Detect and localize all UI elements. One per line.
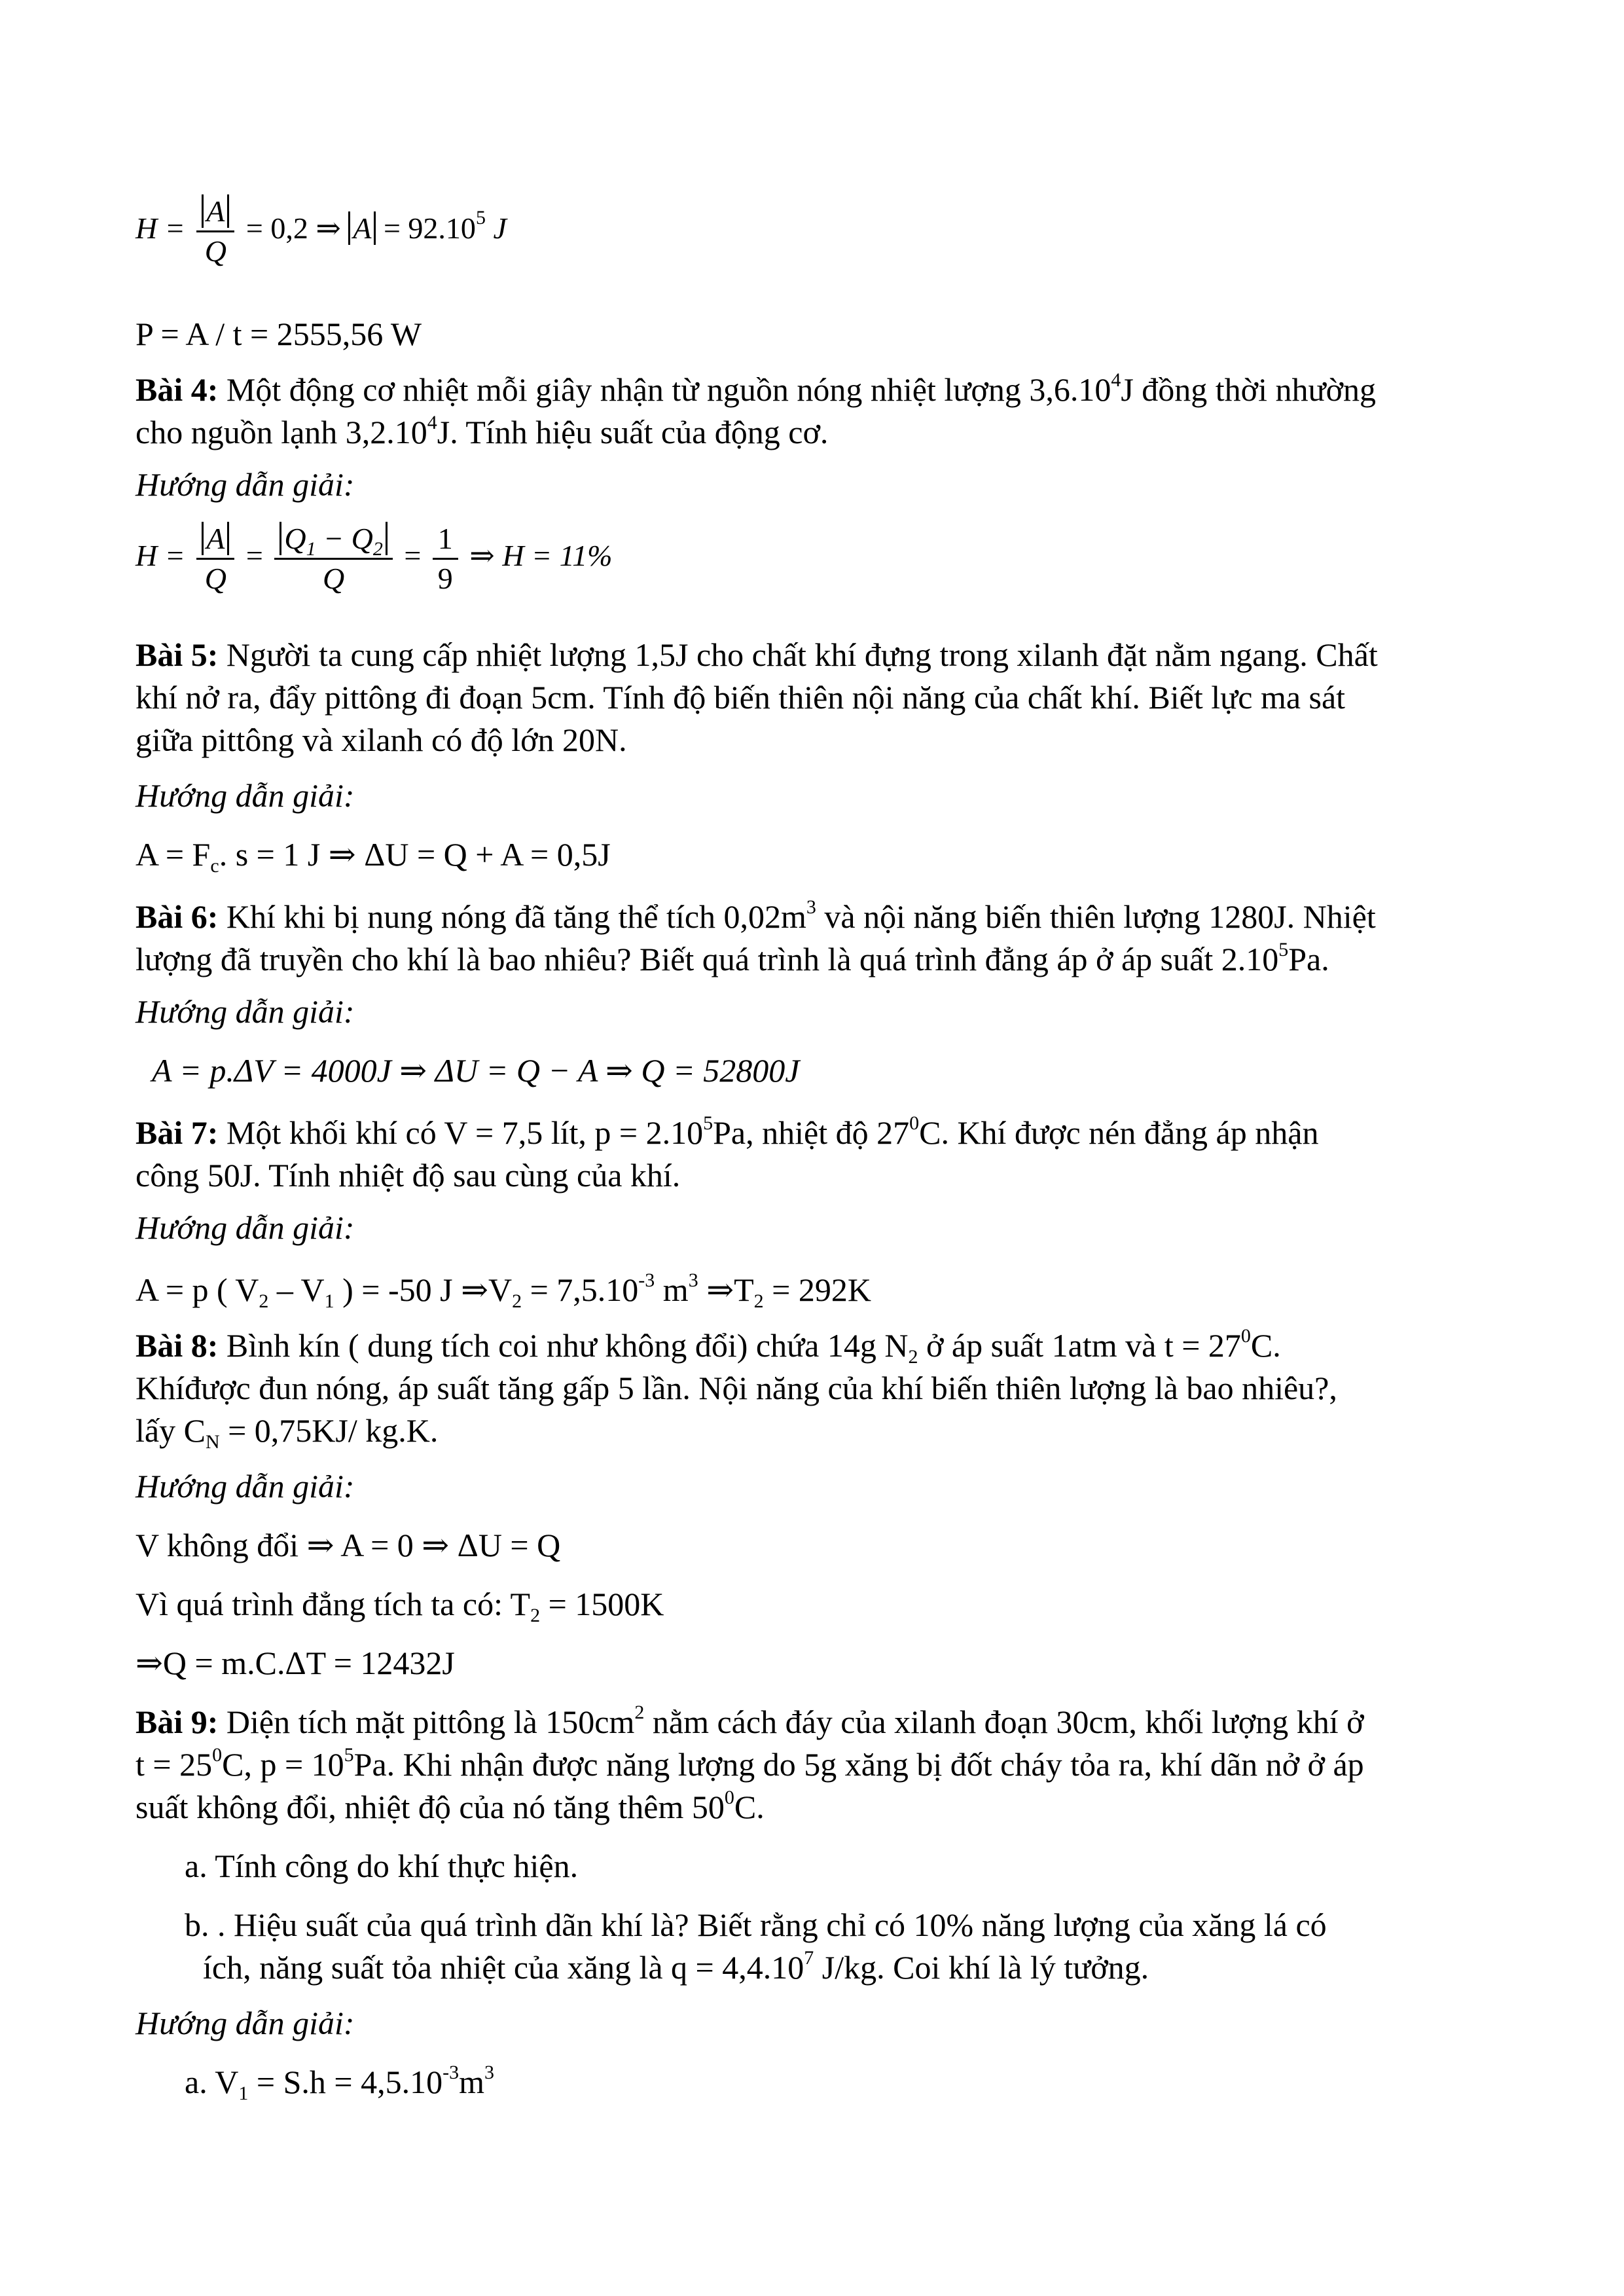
problem-8-line-2: Khíđược đun nóng, áp suất tăng gấp 5 lần. Nội năng của khí biến thiên lượng là bao nhiêu?, <box>135 1370 1337 1406</box>
solution-heading: Hướng dẫn giải: <box>135 1209 355 1246</box>
problem-6-line-1: Bài 6: Khí khi bị nung nóng đã tăng thể tích $0,02m^3$ và nội năng biến thiên lượng 1280J. Nhiệt <box>135 896 1376 935</box>
formula-efficiency-heat: H = $\frac{A}{Q}$ = $\frac{Q_1 - Q_2}{Q}$ = $\frac{1}{9}$ ⇒ H = 11% <box>135 522 613 595</box>
solution-heading: Hướng dẫn giải: <box>135 466 355 503</box>
problem-6-line-2: lượng đã truyền cho khí là bao nhiêu? Biết quá trình là quá trình đẳng áp ở áp suất 2.10$^5$Pa. <box>135 939 1329 977</box>
solution-8-line-3: ⇒Q = m.C.ΔT = 12432J <box>135 1645 455 1681</box>
problem-9-item-b-line-1: b. . Hiệu suất của quá trình dãn khí là? Biết rằng chỉ có 10% năng lượng của xăng lá có <box>185 1906 1327 1943</box>
formula-efficiency-work: H = $\frac{A}{Q}$ = 0,2 ⇒ $A = 92.10^5$ J <box>135 194 507 268</box>
solution-8-line-2: Vì quá trình đẳng tích ta có: $T_2 = 1500K$ <box>135 1586 664 1626</box>
problem-9-item-a: a. Tính công do khí thực hiện. <box>185 1848 579 1884</box>
problem-9-line-1: Bài 9: Diện tích mặt pittông là $150cm^2$ nằm cách đáy của xilanh đoạn 30cm, khối lượng khí ở <box>135 1702 1364 1740</box>
problem-5-line-3: giữa pittông và xilanh có độ lớn 20N. <box>135 721 627 758</box>
solution-6: A = p.ΔV = 4000J ⇒ ΔU = Q − A ⇒ Q = 52800J <box>152 1052 800 1089</box>
problem-5-line-2: khí nở ra, đẩy pittông đi đoạn 5cm. Tính độ biến thiên nội năng của chất khí. Biết lực ma sát <box>135 679 1346 716</box>
fraction: $\frac{1}{9}$ <box>433 524 458 594</box>
problem-9-item-b-line-2: ích, năng suất tỏa nhiệt của xăng là $q = 4,4.10^7$ J/kg. Coi khí là lý tưởng. <box>203 1947 1149 1986</box>
problem-7-line-2: công 50J. Tính nhiệt độ sau cùng của khí. <box>135 1157 681 1194</box>
fraction: $\frac{A}{Q}$ <box>196 196 234 266</box>
problem-4-line-2: cho nguồn lạnh 3,2.10$^4$J. Tính hiệu suất của động cơ. <box>135 412 829 450</box>
solution-heading: Hướng dẫn giải: <box>135 2005 355 2041</box>
power-result: P = A / t = 2555,56 W <box>135 316 422 352</box>
solution-7: A = p ( $V_2 - V_1$ ) = -50 J $\Rightarrow V_2 = 7,5.10^{-3}$ $m^3$ $\Rightarrow T_2 = 292K$ <box>135 1269 871 1312</box>
solution-8-line-1: V không đổi ⇒ A = 0 ⇒ ΔU = Q <box>135 1527 561 1563</box>
problem-4-line-1: Bài 4: Một động cơ nhiệt mỗi giây nhận từ nguồn nóng nhiệt lượng 3,6.10$^4$J đồng thời nhường <box>135 369 1377 408</box>
fraction: $\frac{A}{Q}$ <box>196 524 234 594</box>
problem-8-line-3: lấy $C_N = 0,75KJ/$ kg.K. <box>135 1412 439 1453</box>
fraction: $\frac{Q_1 - Q_2}{Q}$ <box>274 524 393 594</box>
problem-9-line-2: $t = 25^0C$, $p = 10^5Pa$. Khi nhận được năng lượng do 5g xăng bị đốt cháy tỏa ra, khí dãn nở ở áp <box>135 1744 1364 1783</box>
problem-5-line-1: Bài 5: Người ta cung cấp nhiệt lượng 1,5J cho chất khí đựng trong xilanh đặt nằm ngang. Chất <box>135 636 1378 673</box>
problem-9-line-3: suất không đổi, nhiệt độ của nó tăng thêm $50^0C$. <box>135 1787 765 1825</box>
problem-7-line-1: Bài 7: Một khối khí có V = 7,5 lít, $p = 2.10^5Pa$, nhiệt độ $27^0C$. Khí được nén đẳng áp nhận <box>135 1112 1319 1151</box>
solution-9-a: a. $V_1 = S.h = 4,5.10^{-3}m^3$ <box>185 2062 495 2104</box>
solution-heading: Hướng dẫn giải: <box>135 993 355 1030</box>
solution-heading: Hướng dẫn giải: <box>135 777 355 814</box>
solution-heading: Hướng dẫn giải: <box>135 1468 355 1504</box>
problem-8-line-1: Bài 8: Bình kín ( dung tích coi như không đổi) chứa 14g $N_2$ ở áp suất 1atm và $t = 27^0C$. <box>135 1325 1281 1368</box>
solution-5: $A = F_c$. s = 1 J ⇒ ΔU = Q + A = 0,5J <box>135 836 611 877</box>
